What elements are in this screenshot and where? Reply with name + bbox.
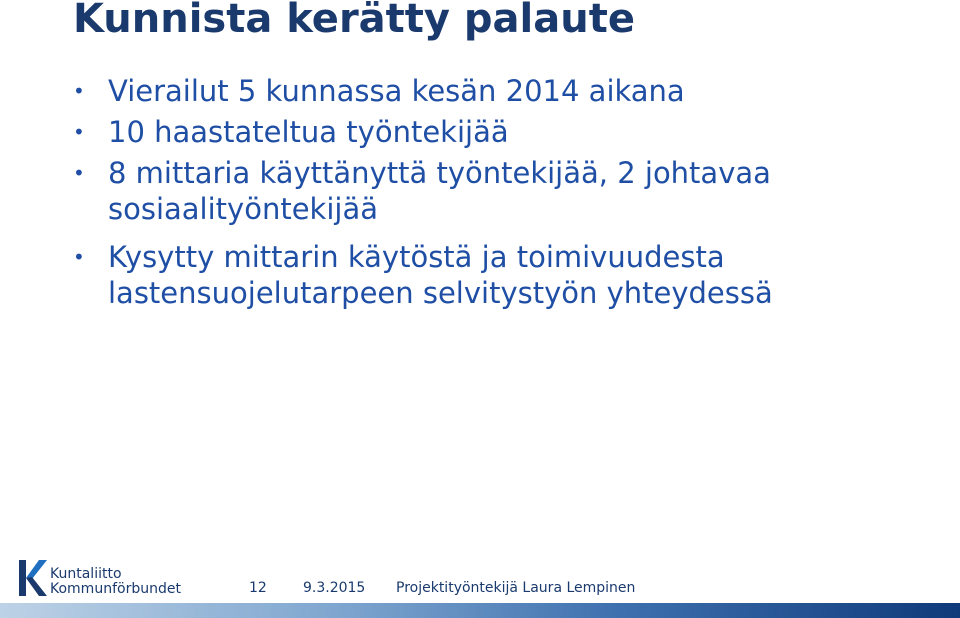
bullet-dot-icon: • (73, 79, 85, 103)
bullet-item (71, 73, 941, 109)
logo-line-2: Kommunförbundet (50, 581, 181, 597)
bullet-text: 10 haastateltua työntekijää (108, 115, 509, 149)
footer-author: Projektityöntekijä Laura Lempinen (396, 580, 636, 596)
bullet-dot-icon: • (73, 245, 85, 269)
bullet-text: Kysytty mittarin käytöstä ja toimivuudesta lastensuojelutarpeen selvitystyön yhteydessä (108, 240, 773, 310)
bullet-item (71, 239, 941, 311)
page-number: 12 (249, 580, 267, 596)
kuntaliitto-k-logo-icon (17, 558, 49, 598)
bullet-list (71, 73, 941, 311)
bullet-text: 8 mittaria käyttänyttä työntekijää, 2 johtavaa sosiaalityöntekijää (108, 156, 771, 226)
kuntaliitto-logo (17, 556, 187, 600)
footer-date: 9.3.2015 (303, 580, 366, 596)
bottom-gradient-bar (0, 603, 960, 618)
slide-title: Kunnista kerätty palaute (73, 0, 635, 42)
bullet-text: Vierailut 5 kunnassa kesän 2014 aikana (108, 74, 685, 108)
bullet-dot-icon: • (73, 161, 85, 185)
bullet-item (71, 155, 941, 227)
logo-line-1: Kuntaliitto (50, 566, 122, 582)
bullet-item (71, 114, 941, 150)
bullet-dot-icon: • (73, 120, 85, 144)
